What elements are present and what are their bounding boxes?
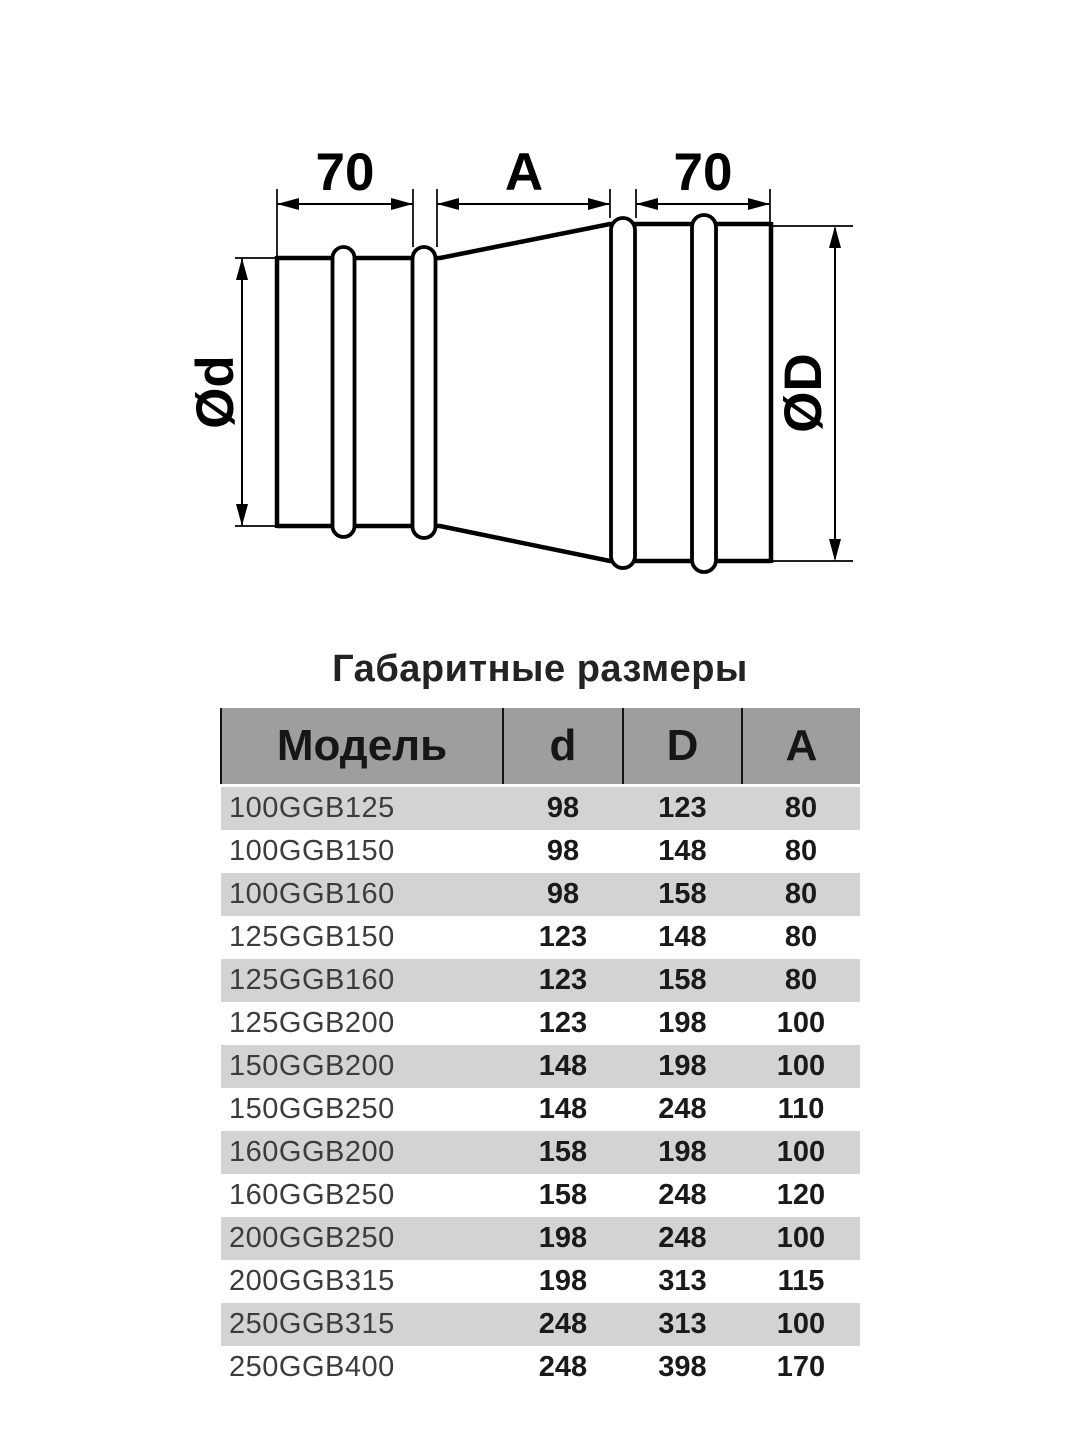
cell-model: 150GGB200 [229, 1050, 395, 1082]
cell-D: 248 [658, 1179, 707, 1211]
cell-d: 158 [538, 1179, 588, 1211]
bead-left-junction [413, 247, 436, 538]
cell-D: 198 [658, 1007, 707, 1039]
cell-A: 100 [776, 1136, 826, 1168]
arrow-left-icon [277, 198, 299, 210]
arrow-right-icon [748, 198, 770, 210]
table-row [221, 1346, 860, 1389]
arrow-left-icon [636, 198, 658, 210]
dimension-diameter-small [186, 258, 279, 526]
bead-right-junction [611, 218, 635, 568]
bead-left-pipe [333, 247, 355, 537]
cell-d: 198 [538, 1222, 588, 1254]
arrow-right-icon [588, 198, 610, 210]
cell-model: 100GGB150 [229, 835, 395, 867]
cell-A: 80 [784, 921, 818, 953]
cell-A: 80 [784, 964, 818, 996]
cell-model: 200GGB250 [229, 1222, 395, 1254]
table-row [221, 1088, 860, 1131]
table-row [221, 873, 860, 916]
table-row [221, 916, 860, 959]
cell-A: 100 [776, 1308, 826, 1340]
dim-70-left-label: 70 [315, 143, 375, 202]
cell-A: 80 [784, 878, 818, 910]
table-row [221, 1131, 860, 1174]
cell-model: 125GGB150 [229, 921, 395, 953]
arrow-up-icon [236, 258, 248, 280]
cell-A: 120 [776, 1179, 826, 1211]
cell-A: 100 [776, 1050, 826, 1082]
bead-right-pipe [692, 215, 716, 572]
cell-d: 123 [538, 964, 588, 996]
arrow-right-icon [391, 198, 413, 210]
cell-model: 150GGB250 [229, 1093, 395, 1125]
cell-d: 158 [538, 1136, 588, 1168]
dimensions-table [220, 708, 860, 1389]
cell-model: 125GGB200 [229, 1007, 395, 1039]
cell-A: 100 [776, 1007, 826, 1039]
cell-d: 123 [538, 921, 588, 953]
cell-d: 98 [546, 792, 580, 824]
table-row [221, 786, 860, 831]
cell-D: 123 [658, 792, 707, 824]
cell-model: 200GGB315 [229, 1265, 395, 1297]
table-row [221, 1217, 860, 1260]
cell-D: 198 [658, 1050, 707, 1082]
cell-D: 398 [658, 1351, 707, 1383]
cell-D: 158 [658, 964, 707, 996]
table-row [221, 1260, 860, 1303]
cell-A: 100 [776, 1222, 826, 1254]
reducer-beads [333, 215, 717, 572]
cell-d: 98 [546, 878, 580, 910]
col-header-A: A [742, 708, 860, 786]
table-row [221, 1002, 860, 1045]
table-row [221, 1174, 860, 1217]
cell-model: 160GGB200 [229, 1136, 395, 1168]
cell-d: 123 [538, 1007, 588, 1039]
reducer-dimensional-drawing [0, 0, 1080, 650]
cell-d: 148 [538, 1050, 588, 1082]
cell-D: 148 [658, 835, 707, 867]
dimension-70-right [636, 143, 770, 224]
cell-d: 98 [546, 835, 580, 867]
dimensions-table-header [221, 708, 860, 786]
dim-70-right-label: 70 [673, 143, 733, 202]
cell-d: 198 [538, 1265, 588, 1297]
cell-D: 158 [658, 878, 707, 910]
cell-d: 148 [538, 1093, 588, 1125]
col-header-D: D [623, 708, 742, 786]
dim-a-label: A [504, 143, 544, 202]
header-row [221, 708, 860, 786]
table-row [221, 959, 860, 1002]
cell-A: 170 [776, 1351, 826, 1383]
table-row [221, 1303, 860, 1346]
cell-model: 160GGB250 [229, 1179, 395, 1211]
dimensions-table-body [221, 786, 860, 1390]
cell-model: 100GGB125 [229, 792, 395, 824]
cell-D: 248 [658, 1222, 707, 1254]
cell-A: 115 [777, 1265, 825, 1297]
table-row [221, 1045, 860, 1088]
arrow-left-icon [437, 198, 459, 210]
cell-d: 248 [538, 1351, 588, 1383]
dimension-70-left [277, 143, 413, 258]
cell-model: 250GGB400 [229, 1351, 395, 1383]
arrow-down-icon [236, 504, 248, 526]
cell-D: 313 [658, 1308, 707, 1340]
dim-diameter-small-label: Ød [186, 355, 245, 429]
cell-D: 248 [658, 1093, 707, 1125]
cell-A: 80 [784, 835, 818, 867]
cell-A: 80 [784, 792, 818, 824]
col-header-model: Модель [221, 708, 503, 786]
cell-d: 248 [538, 1308, 588, 1340]
cell-model: 250GGB315 [229, 1308, 395, 1340]
cell-D: 313 [658, 1265, 707, 1297]
section-title: Габаритные размеры [332, 648, 748, 690]
cell-A: 110 [777, 1093, 825, 1125]
cell-D: 148 [658, 921, 707, 953]
arrow-down-icon [829, 539, 841, 561]
cell-D: 198 [658, 1136, 707, 1168]
cell-model: 125GGB160 [229, 964, 395, 996]
dim-diameter-large-label: ØD [774, 353, 833, 433]
cell-model: 100GGB160 [229, 878, 395, 910]
table-row [221, 830, 860, 873]
col-header-d: d [503, 708, 623, 786]
arrow-up-icon [829, 226, 841, 248]
dimension-diameter-large [773, 226, 853, 561]
